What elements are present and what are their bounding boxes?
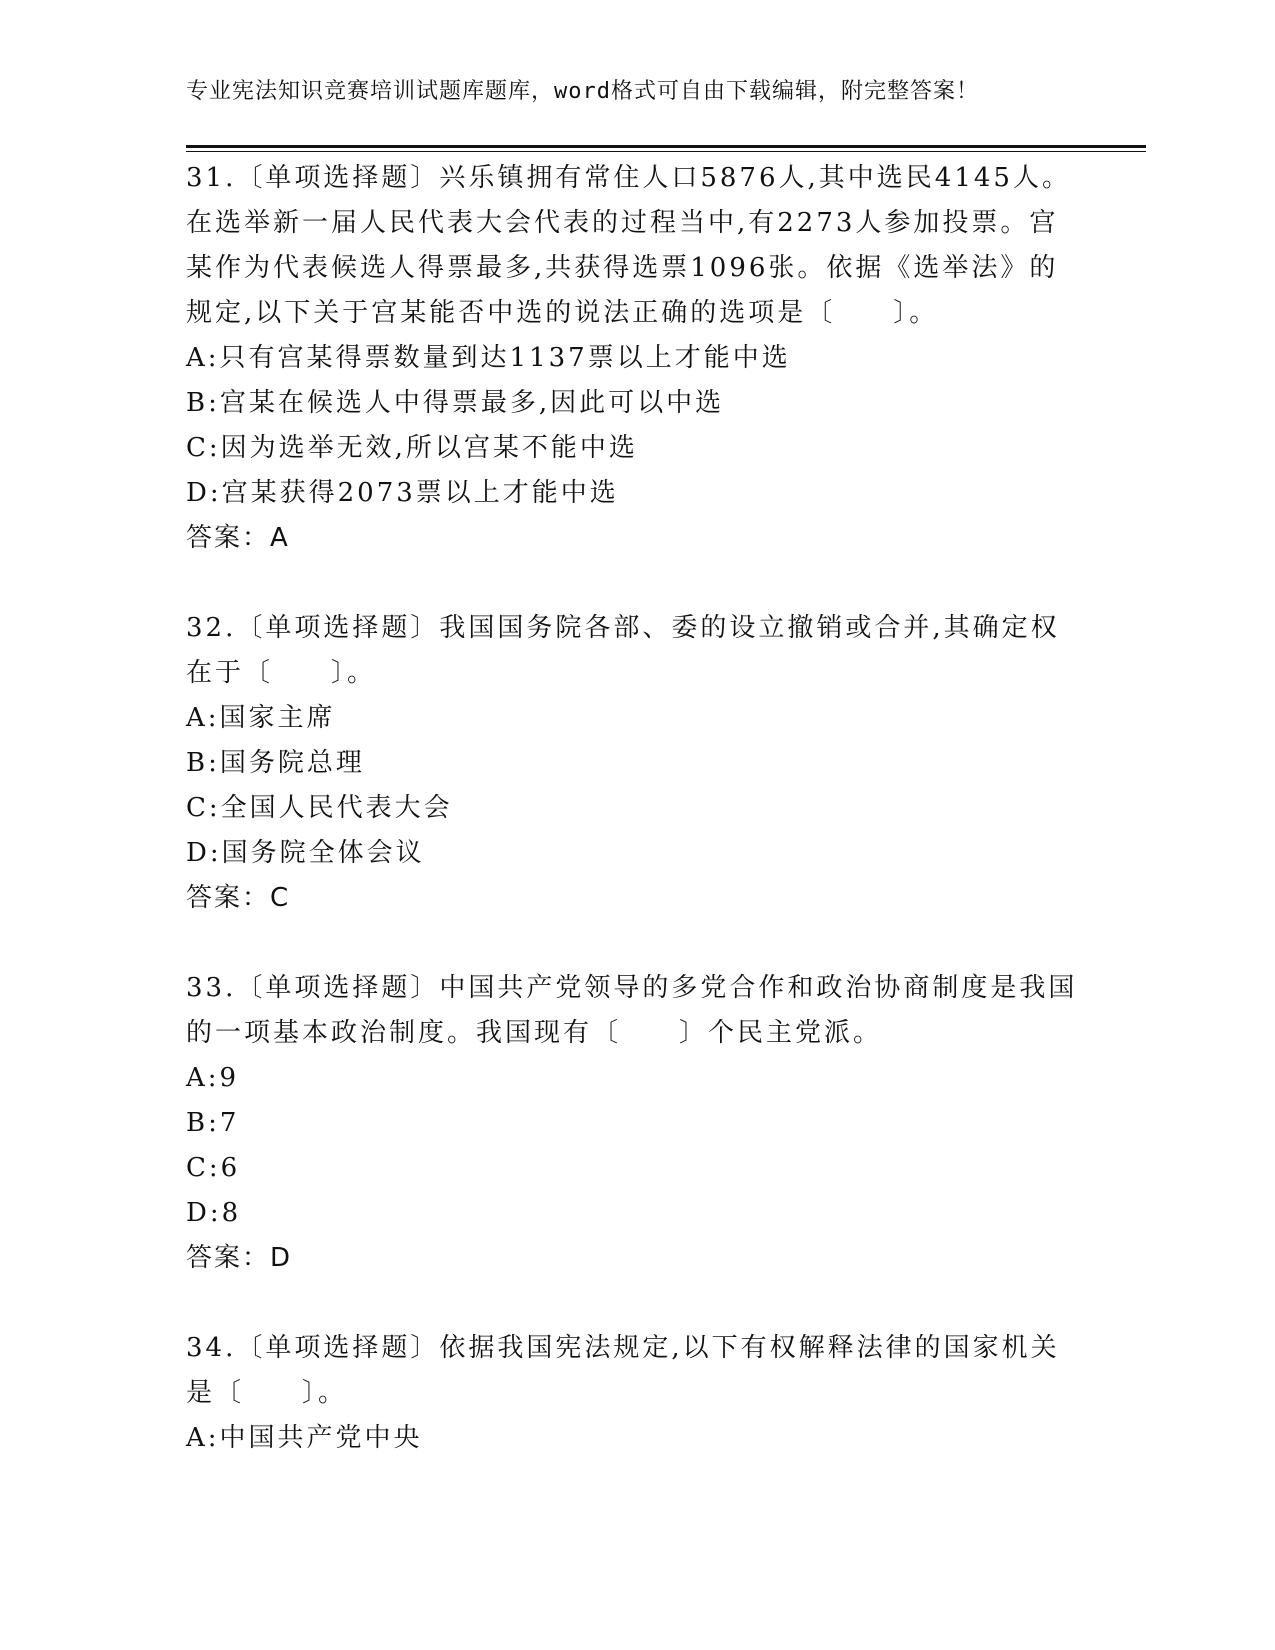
option-a: A:中国共产党中央: [186, 1423, 423, 1453]
option-b: B:宫某在候选人中得票最多,因此可以中选: [186, 388, 725, 418]
question-text-line: 在选举新一届人民代表大会代表的过程当中,有2273人参加投票。宫: [186, 208, 1059, 238]
header-rule-thick: [186, 145, 1146, 148]
answer: 答案：A: [186, 523, 290, 553]
question-31: [186, 156, 1086, 561]
spacer: [186, 561, 1086, 606]
option-d: D:8: [186, 1198, 242, 1228]
spacer: [186, 921, 1086, 966]
question-text-line: 是〔 〕。: [186, 1378, 348, 1408]
question-list: [186, 156, 1086, 1461]
option-c: C:因为选举无效,所以宫某不能中选: [186, 433, 638, 463]
question-text-line: 32.〔单项选择题〕我国国务院各部、委的设立撤销或合并,其确定权: [186, 613, 1060, 643]
option-a: A:只有宫某得票数量到达1137票以上才能中选: [186, 343, 791, 373]
header-rule-thin: [186, 151, 1146, 152]
question-33: [186, 966, 1086, 1281]
option-b: B:7: [186, 1108, 240, 1138]
question-text-line: 34.〔单项选择题〕依据我国宪法规定,以下有权解释法律的国家机关: [186, 1333, 1060, 1363]
spacer: [186, 1281, 1086, 1326]
question-34: [186, 1326, 1086, 1461]
option-d: D:宫某获得2073票以上才能中选: [186, 478, 619, 508]
option-d: D:国务院全体会议: [186, 838, 425, 868]
page-header: 专业宪法知识竞赛培训试题库题库，word格式可自由下载编辑，附完整答案！: [186, 79, 979, 104]
question-text-line: 33.〔单项选择题〕中国共产党领导的多党合作和政治协商制度是我国: [186, 973, 1078, 1003]
question-text-line: 的一项基本政治制度。我国现有〔 〕个民主党派。: [186, 1018, 883, 1048]
option-a: A:9: [186, 1063, 240, 1093]
question-text-line: 某作为代表候选人得票最多,共获得选票1096张。依据《选举法》的: [186, 253, 1059, 283]
question-text-line: 规定,以下关于宫某能否中选的说法正确的选项是〔 〕。: [186, 298, 939, 328]
option-b: B:国务院总理: [186, 748, 365, 778]
answer: 答案：D: [186, 1243, 293, 1273]
option-a: A:国家主席: [186, 703, 336, 733]
option-c: C:全国人民代表大会: [186, 793, 453, 823]
question-text-line: 在于〔 〕。: [186, 658, 377, 688]
question-32: [186, 606, 1086, 921]
question-text-line: 31.〔单项选择题〕兴乐镇拥有常住人口5876人,其中选民4145人。: [186, 163, 1071, 193]
answer: 答案：C: [186, 883, 291, 913]
option-c: C:6: [186, 1153, 241, 1183]
